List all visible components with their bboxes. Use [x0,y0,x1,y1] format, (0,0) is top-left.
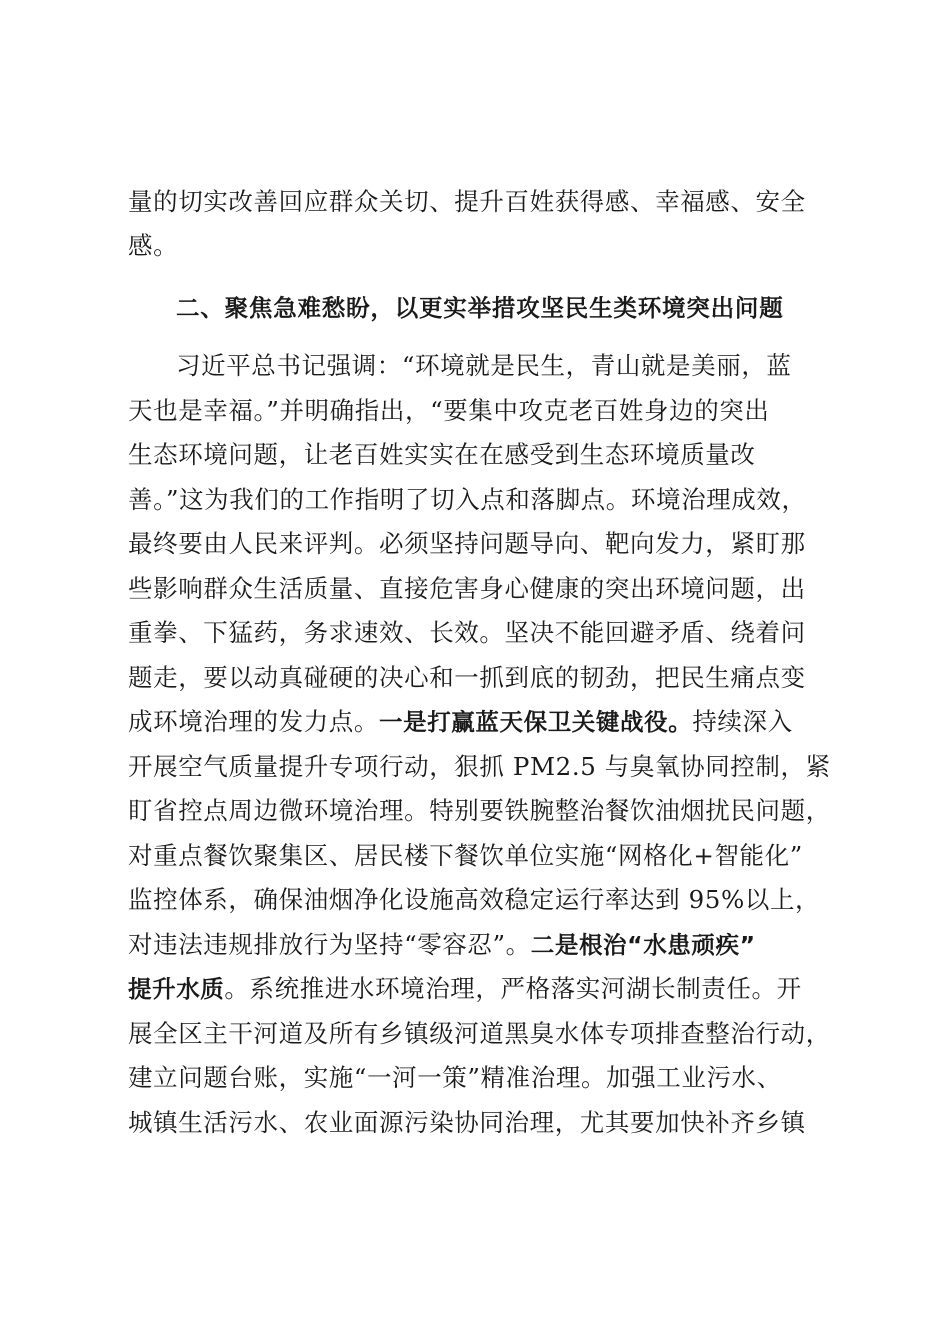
bold-emphasis: 一是打赢蓝天保卫关键战役。 [379,708,693,736]
body-line: 展全区主干河道及所有乡镇级河道黑臭水体专项排查整治行动， [128,1019,831,1048]
bold-emphasis: 二是根治“水患顽疾” [530,931,756,959]
line-text: 成环境治理的发力点。 [128,707,379,736]
body-line: 量的切实改善回应群众关切、提升百姓获得感、幸福感、安全 [128,187,806,216]
body-line: 重拳、下猛药，务求速效、长效。坚决不能回避矛盾、绕着问 [128,618,806,647]
body-line: 开展空气质量提升专项行动，狠抓 PM2.5 与臭氧协同控制，紧 [128,752,831,781]
body-line: 盯省控点周边微环境治理。特别要铁腕整治餐饮油烟扰民问题， [128,796,831,825]
section-heading: 二、聚焦急难愁盼，以更实举措攻坚民生类环境突出问题 [176,294,784,322]
line-text: 。系统推进水环境治理，严格落实河湖长制责任。开 [224,974,802,1003]
body-line: 建立问题台账，实施“一河一策”精准治理。加强工业污水、 [128,1063,782,1092]
body-line: 监控体系，确保油烟净化设施高效稳定运行率达到 95%以上， [128,885,821,914]
body-line: 生态环境问题，让老百姓实实在在感受到生态环境质量改 [128,440,756,469]
body-line [128,969,802,1009]
body-line: 些影响群众生活质量、直接危害身心健康的突出环境问题，出 [128,574,806,603]
line-text: 持续深入 [692,707,793,736]
body-line: 感。 [128,231,179,260]
line-text: 对违法违规排放行为坚持“零容忍”。 [128,930,531,959]
body-line: 天也是幸福。”并明确指出，“要集中攻克老百姓身边的突出 [128,396,770,425]
body-line: 对重点餐饮聚集区、居民楼下餐饮单位实施“网格化+智能化” [128,841,803,870]
body-line [128,925,756,965]
body-line: 题走，要以动真碰硬的决心和一抓到底的韧劲，把民生痛点变 [128,663,806,692]
body-line: 善。”这为我们的工作指明了切入点和落脚点。环境治理成效， [128,485,807,514]
body-line: 城镇生活污水、农业面源污染协同治理，尤其要加快补齐乡镇 [128,1108,806,1137]
body-line: 最终要由人民来评判。必须坚持问题导向、靶向发力，紧盯那 [128,529,806,558]
bold-emphasis: 提升水质 [128,975,225,1003]
body-line: 习近平总书记强调：“环境就是民生，青山就是美丽，蓝 [176,351,792,380]
body-line [128,702,793,742]
